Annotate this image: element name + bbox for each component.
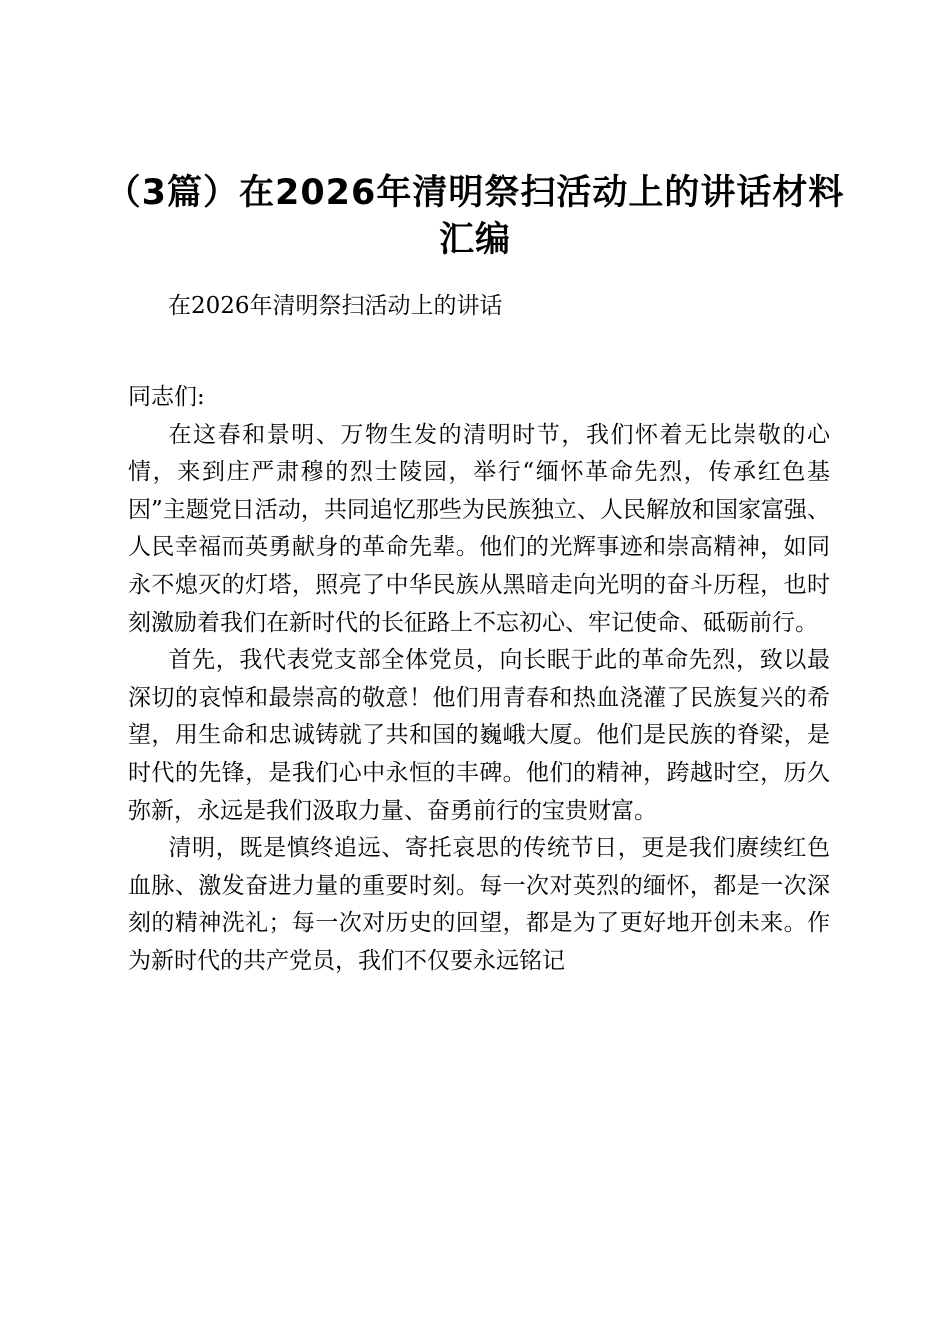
paragraph-3: 清明，既是慎终追远、寄托哀思的传统节日，更是我们赓续红色血脉、激发奋进力量的重要时刻。每一次对英烈的缅怀，都是一次深刻的精神洗礼；每一次对历史的回望，都是为了更好地开创未来。作为新时代的共产党员，我们不仅要永远铭记 xyxy=(128,835,830,974)
document-title: （3篇）在2026年清明祭扫活动上的讲话材料汇编 xyxy=(105,173,845,260)
document-body xyxy=(128,379,830,981)
document-subtitle: 在2026年清明祭扫活动上的讲话 xyxy=(168,293,503,319)
salutation: 同志们: xyxy=(128,384,205,410)
paragraph-1: 在这春和景明、万物生发的清明时节，我们怀着无比崇敬的心情，来到庄严肃穆的烈士陵园，举行“缅怀革命先烈，传承红色基因”主题党日活动，共同追忆那些为民族独立、人民解放和国家富强、人民幸福而英勇献身的革命先辈。他们的光辉事迹和崇高精神，如同永不熄灭的灯塔，照亮了中华民族从黑暗走向光明的奋斗历程，也时刻激励着我们在新时代的长征路上不忘初心、牢记使命、砥砺前行。 xyxy=(128,421,830,636)
paragraph-2: 首先，我代表党支部全体党员，向长眠于此的革命先烈，致以最深切的哀悼和最崇高的敬意！他们用青春和热血浇灌了民族复兴的希望，用生命和忠诚铸就了共和国的巍峨大厦。他们是民族的脊梁，是时代的先锋，是我们心中永恒的丰碑。他们的精神，跨越时空，历久弥新，永远是我们汲取力量、奋勇前行的宝贵财富。 xyxy=(128,647,830,824)
